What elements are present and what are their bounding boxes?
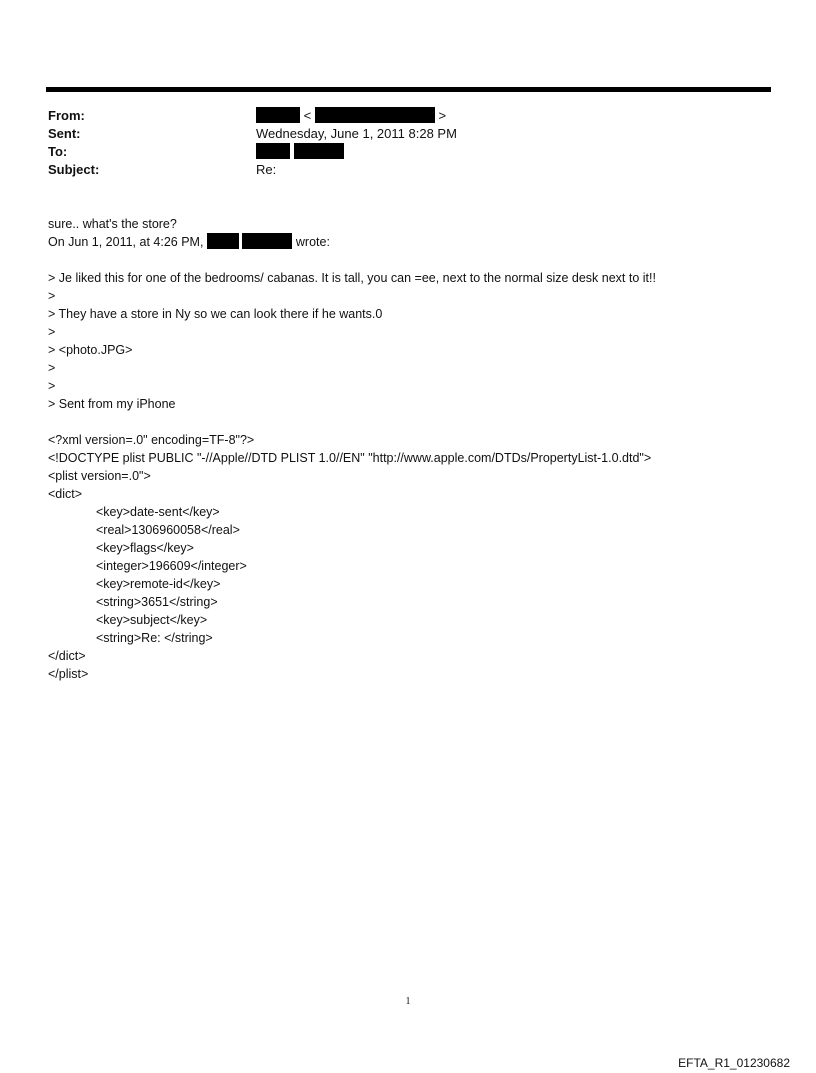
xml-line: <plist version=.0"> [48,469,151,483]
xml-line: <key>subject</key> [96,613,208,627]
to-value [256,143,344,161]
redaction-block [294,143,344,159]
from-label: From: [48,108,85,123]
sent-row [48,125,768,143]
from-open-bracket: < [303,108,312,123]
xml-line: </dict> [48,649,86,663]
xml-line: <string>Re: </string> [96,631,213,645]
xml-line: <dict> [48,487,83,501]
quoted-line: > Sent from my iPhone [48,397,176,411]
quoted-line: > [48,379,56,393]
reply-text: sure.. what's the store? [48,217,177,231]
bates-stamp: EFTA_R1_01230682 [678,1056,790,1070]
quoted-line: > <photo.JPG> [48,343,133,357]
redaction-block [315,107,435,123]
redaction-block [256,143,290,159]
xml-line: <?xml version=.0" encoding=TF-8"?> [48,433,255,447]
sent-value: Wednesday, June 1, 2011 8:28 PM [256,126,457,141]
to-label: To: [48,144,68,159]
quoted-line: > They have a store in Ny so we can look there if he wants.0 [48,307,383,321]
quoted-line: > [48,325,56,339]
xml-line: </plist> [48,667,89,681]
redaction-block [207,233,239,249]
xml-line: <key>remote-id</key> [96,577,221,591]
sent-label: Sent: [48,126,81,141]
xml-line: <integer>196609</integer> [96,559,247,573]
page-number: 1 [405,996,411,1007]
redaction-block [256,107,300,123]
from-row [48,107,768,125]
xml-line: <real>1306960058</real> [96,523,240,537]
email-body [48,215,768,683]
xml-line: <!DOCTYPE plist PUBLIC "-//Apple//DTD PLIST 1.0//EN" "http://www.apple.com/DTDs/PropertyList-1.0.dtd"> [48,451,652,465]
subject-label: Subject: [48,162,100,177]
attribution-prefix: On Jun 1, 2011, at 4:26 PM, [48,235,204,249]
quoted-line: > Je liked this for one of the bedrooms/ cabanas. It is tall, you can =ee, next to the normal size desk next to it!! [48,271,656,285]
redaction-block [242,233,292,249]
xml-line: <key>flags</key> [96,541,194,555]
quoted-line: > [48,289,56,303]
quoted-line: > [48,361,56,375]
subject-row [48,161,768,179]
xml-line: <key>date-sent</key> [96,505,220,519]
attribution-suffix: wrote: [295,235,330,249]
from-close-bracket: > [438,108,447,123]
from-value [256,107,446,125]
header-rule [46,87,771,92]
xml-line: <string>3651</string> [96,595,218,609]
subject-value: Re: [256,162,277,177]
to-row [48,143,768,161]
attribution-line [48,233,768,251]
